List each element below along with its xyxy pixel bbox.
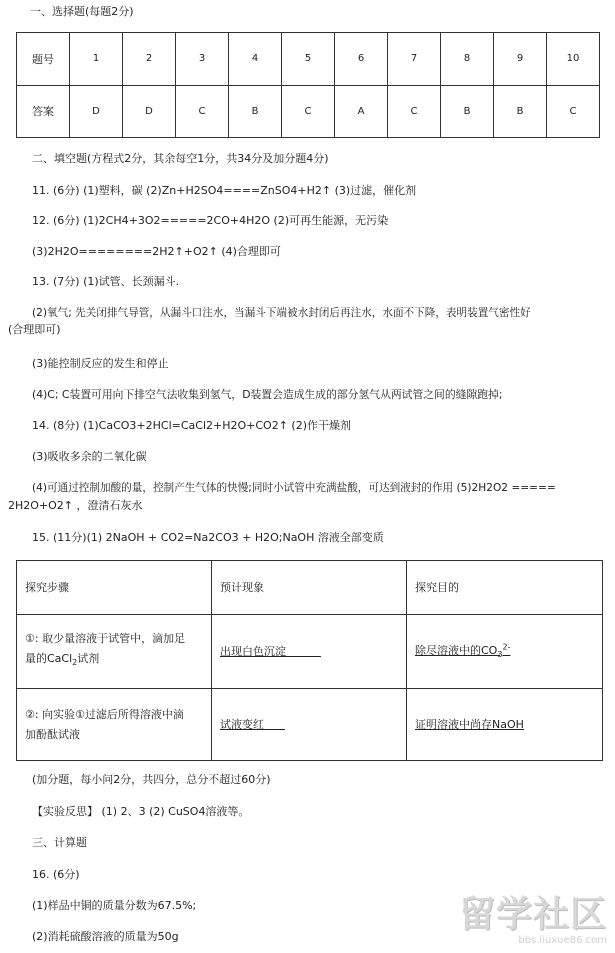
experiment-reflection: 【实验反思】 (1) 2、3 (2) CuSO4溶液等。 [32,805,250,818]
explore-table [16,560,603,761]
answer-q16: 16. (6分) [32,868,80,881]
question-number: 4 [229,33,282,86]
answer-q13-line4: (4)C; C装置可用向下排空气法收集到氢气，D装置会造成生成的部分氢气从两试管之间的缝隙跑掉; [32,388,503,401]
section3-title: 三、计算题 [32,836,87,849]
phenomenon-text: 出现白色沉淀 [220,644,286,658]
phenomenon-cell [212,689,407,761]
answer-cell: B [494,85,547,138]
table-row [17,615,603,689]
answer-q11: 11. (6分) (1)塑料，碳 (2)Zn+H2SO4====ZnSO4+H2↑ (3)过滤，催化剂 [32,184,417,197]
question-number: 10 [547,33,600,86]
step-cell [17,689,212,761]
row-label-answer: 答案 [17,85,70,138]
section2-title: 二、填空题(方程式2分，其余每空1分，共34分及加分题4分) [32,152,329,165]
answer-cell: C [282,85,335,138]
table-row [17,689,603,761]
answer-cell: B [229,85,282,138]
answer-q14-line1: 14. (8分) (1)CaCO3+2HCl=CaCl2+H2O+CO2↑ (2)作干燥剂 [32,419,351,432]
answer-q16-part2: (2)消耗硫酸溶液的质量为50g [32,930,179,943]
answer-q12-line2: (3)2H2O========2H2↑+O2↑ (4)合理即可 [32,245,281,258]
answer-q14-line2: (3)吸收多余的二氧化碳 [32,450,147,463]
watermark-logo: 留学社区 [458,894,607,935]
table-row [17,561,603,615]
step-text: 试剂 [77,652,100,666]
answer-q16-part1: (1)样品中铜的质量分数为67.5%; [32,899,197,912]
step-text: ①: 取少量溶液于试管中，滴加足 [25,632,186,646]
answer-cell: C [388,85,441,138]
question-number: 3 [176,33,229,86]
section1-title: 一、选择题(每题2分) [30,5,134,18]
watermark-url: bbs.liuxue86.com [518,935,607,946]
answer-q13-line2-cont: (合理即可) [8,323,61,336]
question-number: 8 [441,33,494,86]
question-number: 6 [335,33,388,86]
answer-q15: 15. (11分)(1) 2NaOH + CO2=Na2CO3 + H2O;NaOH 溶液全部变质 [32,531,384,544]
step-text: ②: 向实验①过滤后所得溶液中滴 [25,707,184,721]
answer-cell: D [123,85,176,138]
purpose-text: 除尽溶液中的CO [415,644,498,658]
step-text: 量的CaCl [25,652,73,666]
header-step: 探究步骤 [17,561,212,615]
phenomenon-text: 试液变红 [220,717,264,731]
answer-q13-line2: (2)氧气; 先关闭排气导管，从漏斗口注水，当漏斗下端被水封闭后再注水，水面不下降，表明装置气密性好 [32,307,531,319]
answer-cell: A [335,85,388,138]
subscript: 3 [497,650,503,660]
answer-cell: B [441,85,494,138]
superscript: 2- [502,642,511,652]
phenomenon-cell [212,615,407,689]
choice-answer-table [16,32,600,138]
table-row [17,33,600,86]
question-number: 9 [494,33,547,86]
row-label-number: 题号 [17,33,70,86]
header-phenomenon: 预计现象 [212,561,407,615]
question-number: 1 [70,33,123,86]
bonus-note: (加分题，每小问2分，共四分，总分不超过60分) [32,773,271,786]
step-text: 加酚酞试液 [25,727,80,741]
watermark [459,895,607,947]
purpose-text: 证明溶液中尚存NaOH [415,717,524,731]
answer-q12-line1: 12. (6分) (1)2CH4+3O2=====2CO+4H2O (2)可再生能源，无污染 [32,214,389,227]
header-purpose: 探究目的 [407,561,603,615]
table-row [17,85,600,138]
answer-cell: D [70,85,123,138]
answer-q14-line3: (4)可通过控制加酸的量，控制产生气体的快慢;同时小试管中充满盐酸，可达到液封的作用 (5)2H2O2 ===== [32,482,556,494]
purpose-cell [407,689,603,761]
subscript: 2 [72,658,78,668]
question-number: 5 [282,33,335,86]
question-number: 2 [123,33,176,86]
answer-q13-line1: 13. (7分) (1)试管、长颈漏斗. [32,275,180,288]
step-cell [17,615,212,689]
answer-q14-line3-cont: 2H2O+O2↑ ，澄清石灰水 [8,499,143,512]
question-number: 7 [388,33,441,86]
purpose-cell [407,615,603,689]
answer-q13-line3: (3)能控制反应的发生和停止 [32,357,169,370]
answer-cell: C [547,85,600,138]
answer-cell: C [176,85,229,138]
